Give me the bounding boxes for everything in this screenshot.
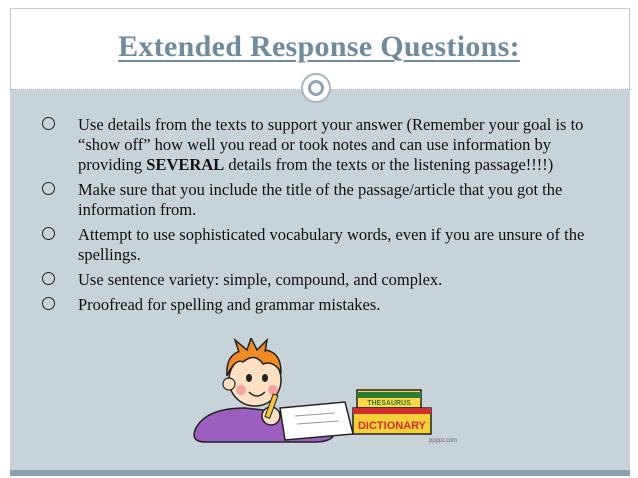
thesaurus-label: THESAURUS (367, 400, 411, 407)
ring-bullet-icon (42, 272, 55, 285)
bullet-text: Use sentence variety: simple, compound, and complex. (78, 270, 443, 289)
bullet-bold-text: SEVERAL (146, 155, 225, 174)
student-writing-clipart (185, 338, 465, 444)
ring-bullet-icon (42, 182, 55, 195)
clipart-credit: ppppt.com (428, 438, 458, 444)
bullet-text: details from the texts or the listening passage!!!!) (224, 155, 554, 174)
bullet-text: Use details from the texts to support your answer (Remember your goal is to “show off” how well you read or took notes and can use information by providing (78, 115, 584, 174)
bullet-text: Proofread for spelling and grammar mistakes. (78, 295, 381, 314)
ring-bullet-icon (42, 227, 55, 240)
list-item (42, 270, 602, 290)
bullet-list (42, 115, 602, 320)
list-item (42, 180, 602, 220)
bottom-accent-bar (10, 470, 630, 476)
list-item (42, 115, 602, 175)
bullet-text: Attempt to use sophisticated vocabulary words, even if you are unsure of the spellings. (78, 225, 585, 264)
slide-title: Extended Response Questions: (118, 30, 520, 63)
list-item (42, 225, 602, 265)
circle-ornament-icon (301, 73, 331, 103)
dictionary-label: DICTIONARY (357, 420, 427, 432)
ring-bullet-icon (42, 297, 55, 310)
bullet-text: Make sure that you include the title of the passage/article that you got the information from. (78, 180, 563, 219)
ring-bullet-icon (42, 117, 55, 130)
list-item (42, 295, 602, 315)
